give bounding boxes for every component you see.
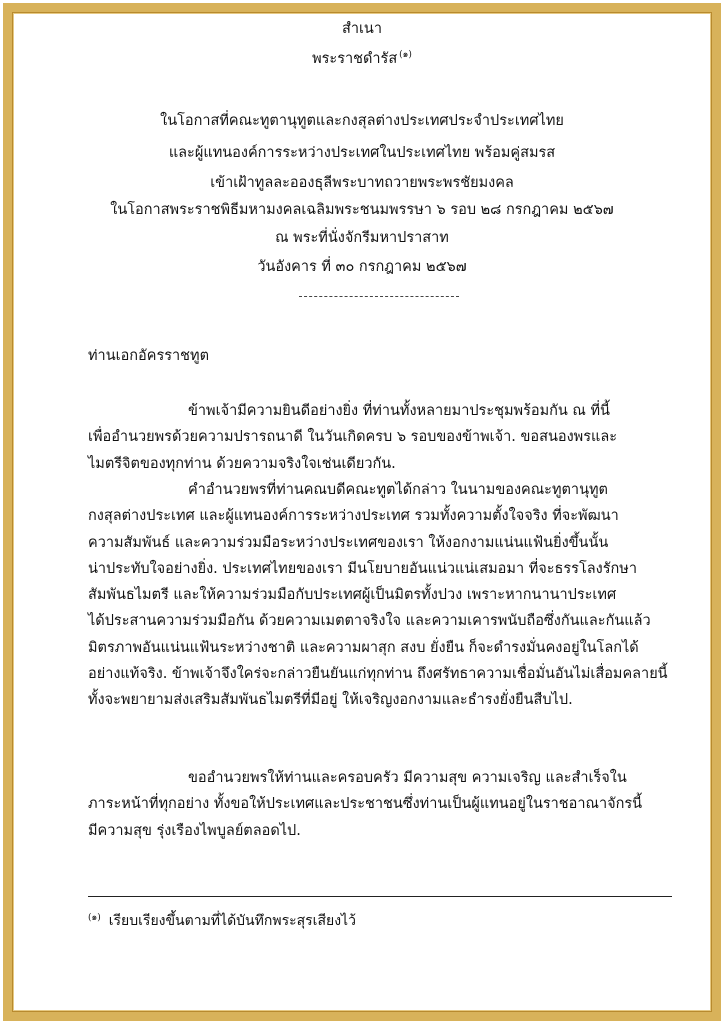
paragraph-line: มิตรภาพอันแน่นแฟ้นระหว่างชาติ และความผาสุก สงบ ยั่งยืน ก็จะดำรงมั่นคงอยู่ในโลกได้ [88,639,639,656]
doc-title-text: พระราชดำรัส [312,51,398,67]
footnote-divider [88,896,672,897]
doc-copy-label: สำเนา [341,21,382,37]
paragraph-line: ทั้งจะพยายามส่งเสริมสัมพันธไมตรีที่มีอยู่ ให้เจริญงอกงามและธำรงยั่งยืนสืบไป. [88,692,573,709]
occasion-line-2: และผู้แทนองค์การระหว่างประเทศในประเทศไทย พร้อมคู่สมรส [168,145,556,161]
paragraph-line: ความสัมพันธ์ และความร่วมมือระหว่างประเทศของเรา ให้งอกงามแน่นแฟ้นยิ่งขึ้นนั้น [88,534,609,551]
footnote [88,906,356,933]
doc-title [80,42,644,72]
paragraph-line: น่าประทับใจอย่างยิ่ง. ประเทศไทยของเรา มีนโยบายอันแน่วแน่เสมอมา ที่จะธรรโลงรักษา [88,560,637,577]
paragraph-2 [88,477,668,714]
occasion-line-4: ในโอกาสพระราชพิธีมหามงคลเฉลิมพระชนมพรรษา ๖ รอบ ๒๘ กรกฎาคม ๒๕๖๗ [110,202,614,218]
heading-divider [299,296,459,297]
date-line: วันอังคาร ที่ ๓๐ กรกฎาคม ๒๕๖๗ [257,259,467,275]
paragraph-line: สัมพันธไมตรี และให้ความร่วมมือกับประเทศผู้เป็นมิตรทั้งปวง เพราะหากนานาประเทศ [88,587,617,604]
paragraph-1 [88,398,658,477]
venue-line: ณ พระที่นั่งจักรีมหาปราสาท [275,230,449,246]
footnote-ref-mark: (๑) [399,50,412,60]
paragraph-line: อย่างแท้จริง. ข้าพเจ้าจึงใคร่จะกล่าวยืนยันแก่ทุกท่าน ถึงศรัทธาความเชื่อมั่นอันไม่เสื่อมคลายนี้ [88,666,668,683]
paragraph-line: เพื่ออำนวยพรด้วยความปรารถนาดี ในวันเกิดครบ ๖ รอบของข้าพเจ้า. ขอสนองพรและ [88,429,618,446]
footnote-mark: (๑) [88,913,101,923]
paragraph-line: ภาระหน้าที่ทุกอย่าง ทั้งขอให้ประเทศและประชาชนซึ่งท่านเป็นผู้แทนอยู่ในราชอาณาจักรนี้ [88,796,643,813]
paragraph-line: กงสุลต่างประเทศ และผู้แทนองค์การระหว่างประเทศ รวมทั้งความตั้งใจจริง ที่จะพัฒนา [88,508,619,525]
paragraph-line: ไมตรีจิตของทุกท่าน ด้วยความจริงใจเช่นเดียวกัน. [88,455,396,472]
salutation: ท่านเอกอัครราชทูต [88,348,209,364]
paragraph-line: ได้ประสานความร่วมมือกัน ด้วยความเมตตาจริงใจ และความเคารพนับถือซึ่งกันและกันแล้ว [88,613,651,630]
occasion-line-3: เข้าเฝ้าทูลละอองธุลีพระบาทถวายพระพรชัยมงคล [210,175,514,191]
paragraph-line: คำอำนวยพรที่ท่านคณบดีคณะทูตได้กล่าว ในนามของคณะทูตานุทูต [188,482,608,498]
paragraph-3 [88,765,658,844]
footnote-text: เรียบเรียงขึ้นตามที่ได้บันทึกพระสุรเสียงไว้ [108,913,356,929]
paragraph-line: ข้าพเจ้ามีความยินดีอย่างยิ่ง ที่ท่านทั้งหลายมาประชุมพร้อมกัน ณ ที่นี้ [188,403,610,419]
occasion-line-1: ในโอกาสที่คณะทูตานุทูตและกงสุลต่างประเทศประจำประเทศไทย [160,113,564,129]
paragraph-line: ขออำนวยพรให้ท่านและครอบครัว มีความสุข ความเจริญ และสำเร็จใน [188,770,627,786]
paragraph-line: มีความสุข รุ่งเรืองไพบูลย์ตลอดไป. [88,822,301,839]
